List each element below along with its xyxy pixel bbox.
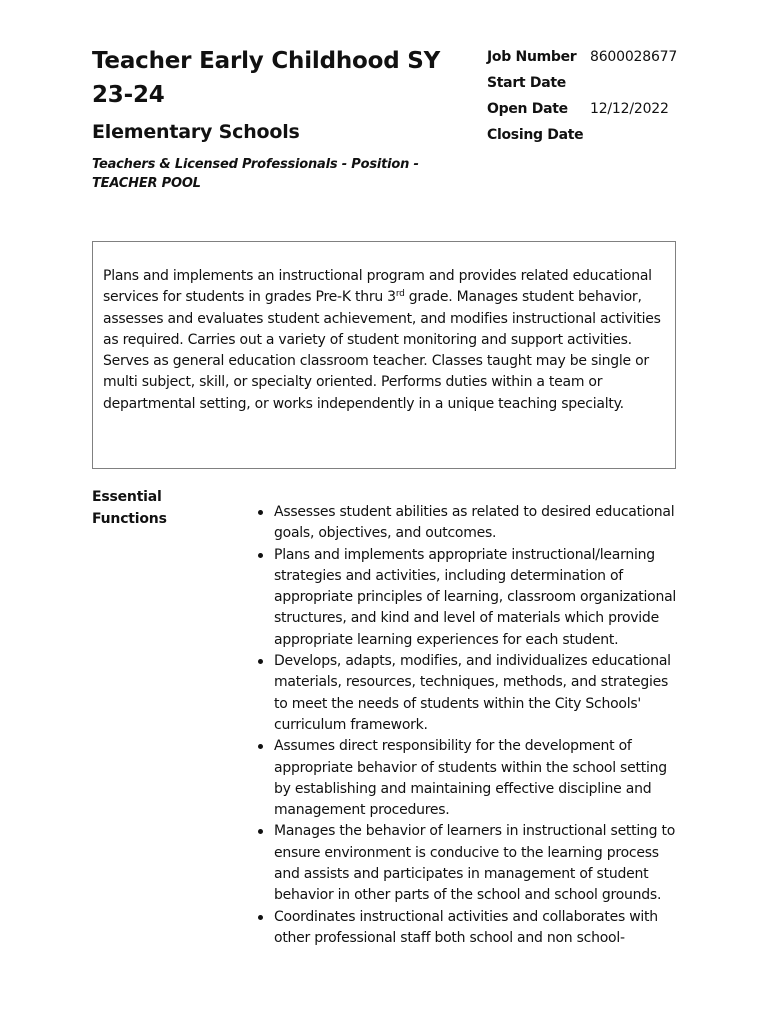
meta-row-closing-date <box>487 122 757 148</box>
meta-row-start-date <box>487 70 757 96</box>
list-item: Assesses student abilities as related to desired educational goals, objectives, and outcomes. <box>257 502 677 545</box>
summary-part-1: Plans and implements an instructional program and provides related educational services for students in grades Pre-K thru 3 <box>103 268 652 306</box>
meta-row-open-date <box>487 96 757 122</box>
list-item: Manages the behavior of learners in instructional setting to ensure environment is conducive to the learning process and assists and participates in management of student behavior in other parts of the school and school grounds. <box>257 821 677 906</box>
meta-row-job-number <box>487 44 757 70</box>
list-item: Plans and implements appropriate instructional/learning strategies and activities, including determination of appropriate principles of learning, classroom organizational structures, and kind and level of materials which provide appropriate learning experiences for each student. <box>257 545 677 651</box>
meta-label: Start Date <box>487 75 566 91</box>
job-meta-table <box>487 44 757 148</box>
meta-value: 8600028677 <box>590 49 678 65</box>
meta-value: 12/12/2022 <box>590 101 669 117</box>
meta-label: Job Number <box>487 49 577 65</box>
meta-label: Open Date <box>487 101 568 117</box>
essential-functions-list <box>257 502 677 988</box>
essential-functions-label: Essential Functions <box>92 489 167 527</box>
job-title: Teacher Early Childhood SY 23-24 <box>92 48 441 108</box>
summary-superscript: rd <box>395 289 405 300</box>
job-summary-text <box>103 266 665 415</box>
summary-part-2: grade. Manages student behavior, assesses and evaluates student achievement, and modifies instructional activities as required. Carries out a variety of student monitoring and support activities. Serves as general education classroom teacher. Classes taught may be single or multi subject, skill, or specialty oriented. Performs duties within a team or departmental setting, or works independently in a unique teaching specialty. <box>103 289 661 412</box>
job-summary-box <box>92 241 676 469</box>
list-item: Develops, adapts, modifies, and individualizes educational materials, resources, techniques, methods, and strategies to meet the needs of students within the City Schools' curriculum framework. <box>257 651 677 736</box>
job-category: Teachers & Licensed Professionals - Position - TEACHER POOL <box>92 157 419 191</box>
meta-label: Closing Date <box>487 127 584 143</box>
department-name: Elementary Schools <box>92 121 300 143</box>
list-item: Assumes direct responsibility for the development of appropriate behavior of students within the school setting by establishing and maintaining effective discipline and management procedures. <box>257 736 677 821</box>
list-item: Coordinates instructional activities and collaborates with other professional staff both school and non school- <box>257 907 677 950</box>
